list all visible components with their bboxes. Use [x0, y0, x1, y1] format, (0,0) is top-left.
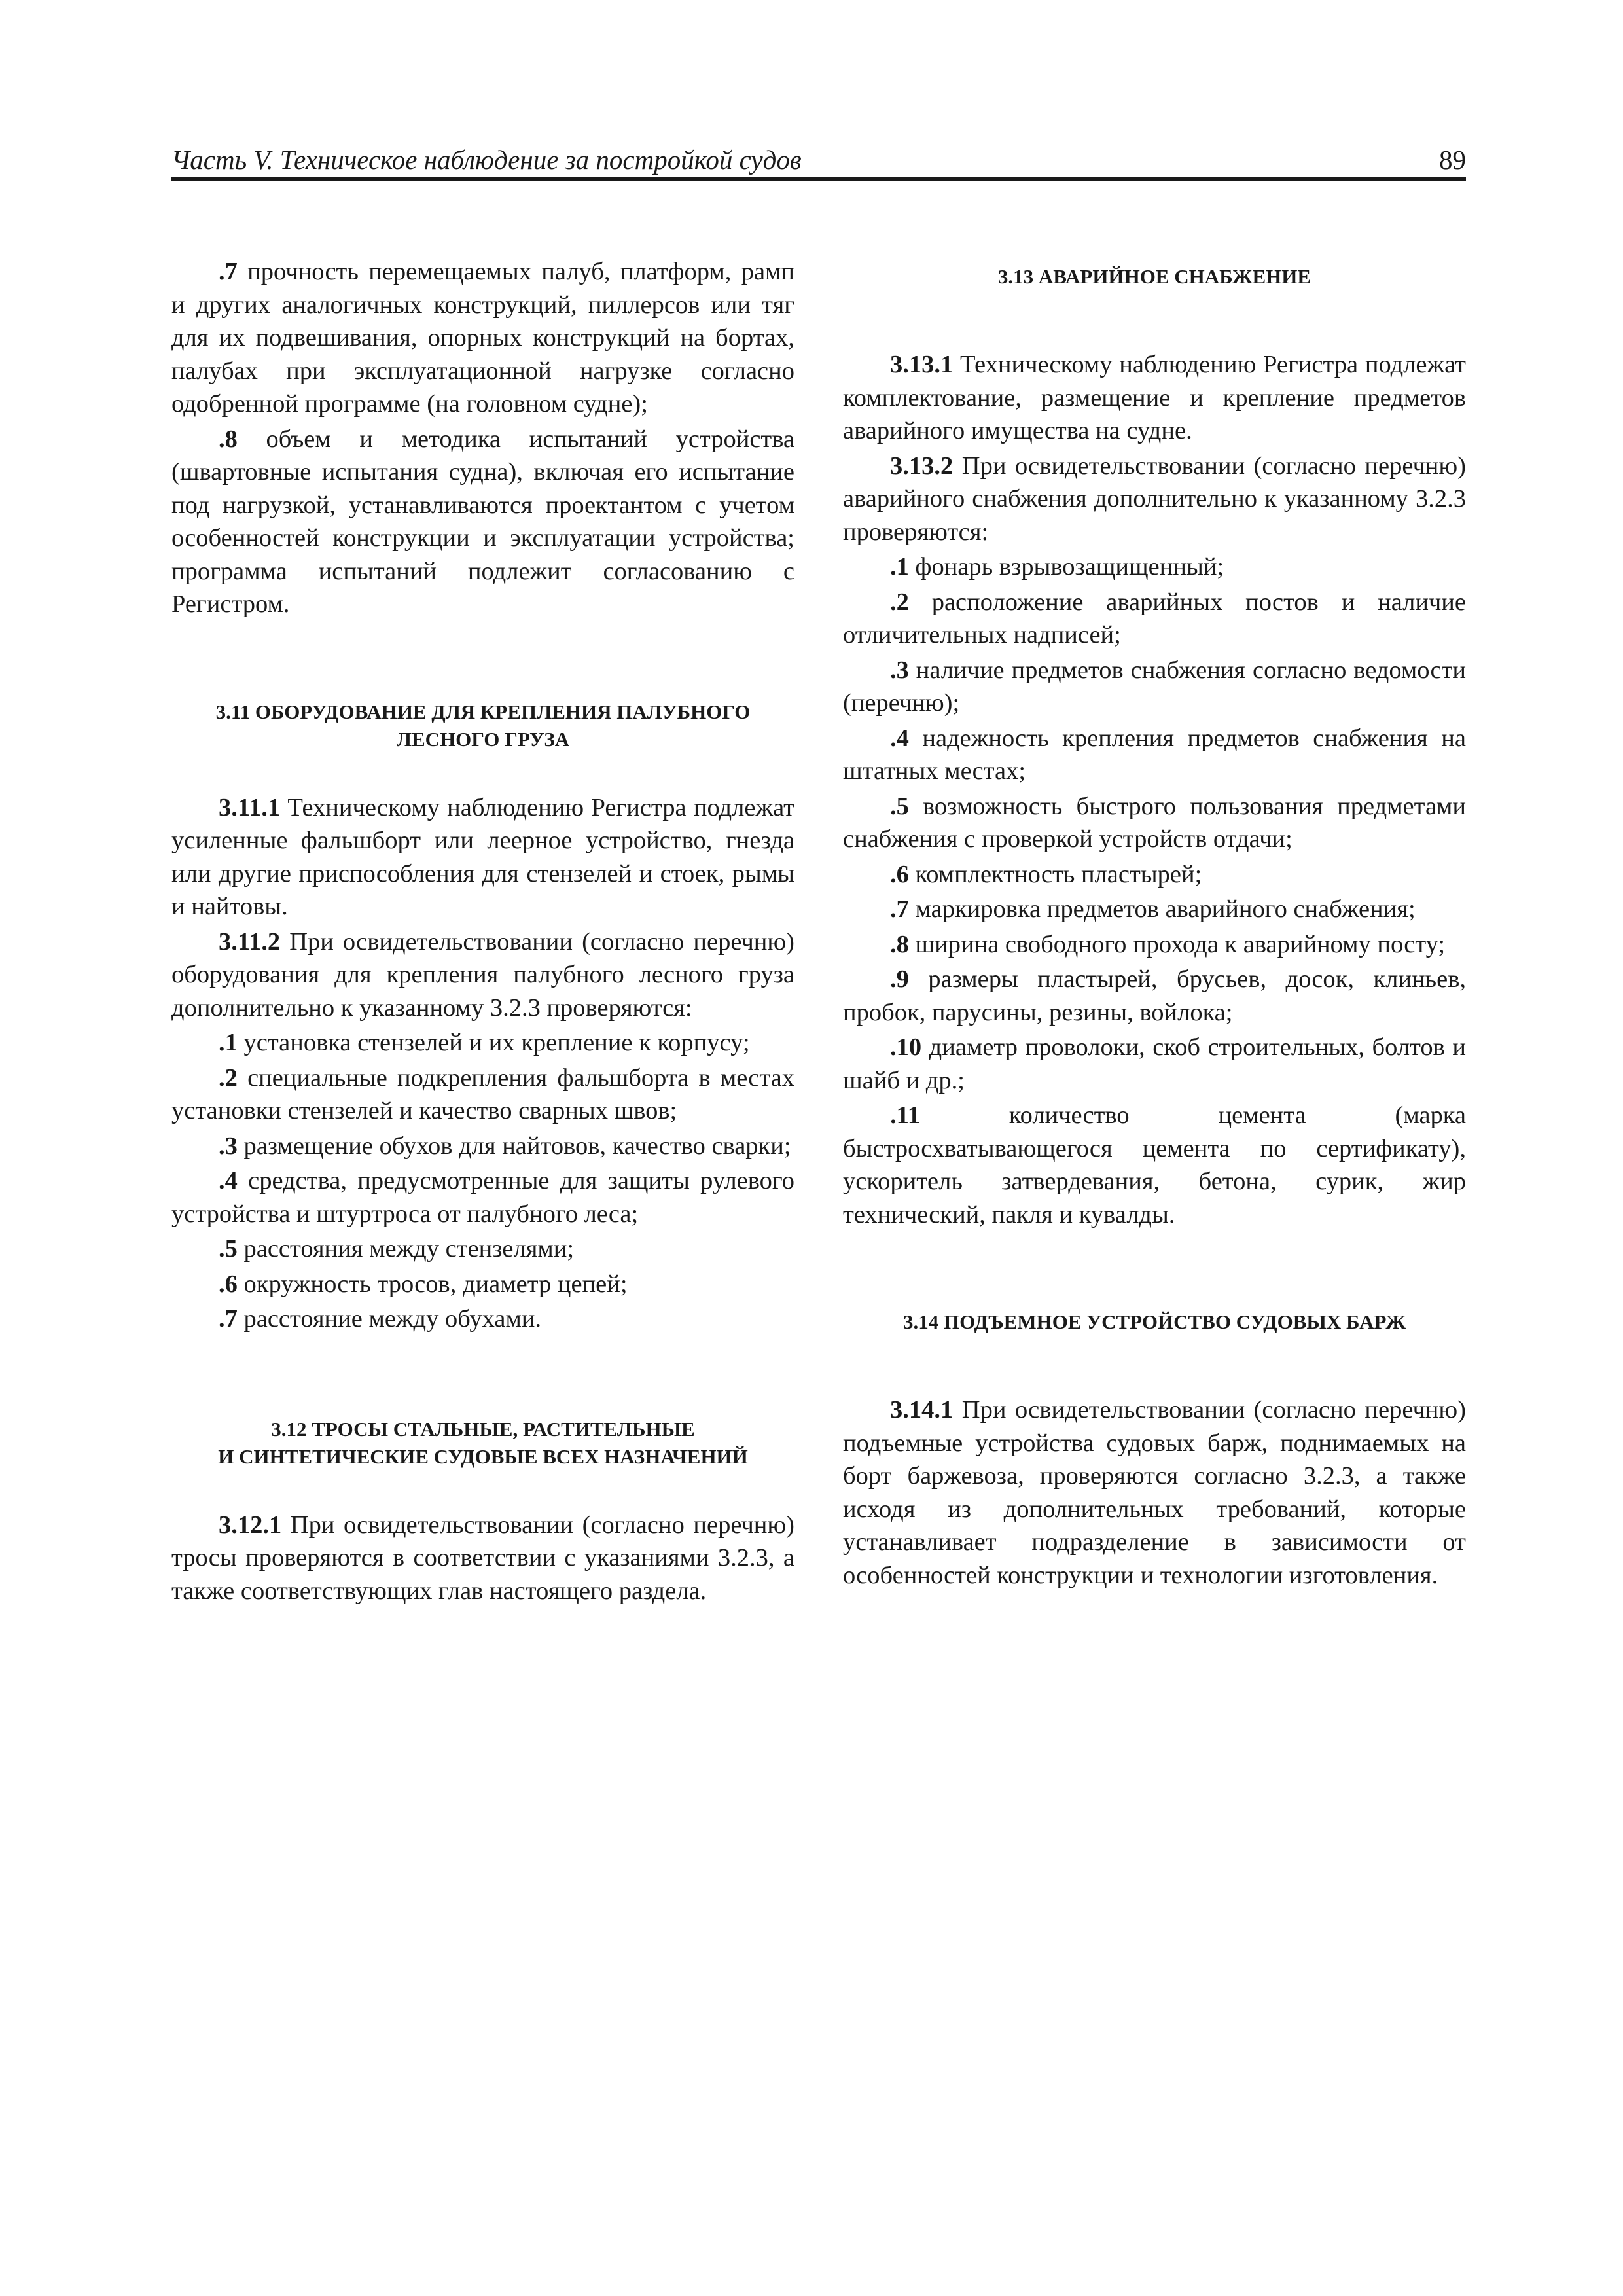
item-text: установка стензелей и их крепление к корпусу; [237, 1029, 750, 1056]
item-text: надежность крепления предметов снабжения на штатных местах; [843, 724, 1466, 785]
item-text: объем и методика испытаний устройства (швартовные испытания судна), включая его испытание под нагрузкой, устанавливаются проектантом с учетом особенностей конструкции и эксплуатации устройства; программа испытаний подлежит согласованию с Регистром. [171, 425, 794, 618]
clause-3-13-1 [843, 348, 1466, 448]
list-item [171, 1164, 794, 1230]
item-number: .2 [219, 1064, 238, 1092]
item-text: количество цемента (марка быстросхватывающегося цемента по сертификату), ускоритель затвердевания, бетона, сурик, жир технический, пакля и кувалды. [843, 1102, 1466, 1229]
item-number: .1 [890, 553, 909, 581]
item-number: .3 [890, 656, 909, 684]
clause-text: При освидетельствовании (согласно перечню) оборудования для крепления палубного лесного груза дополнительно к указанному 3.2.3 проверяются: [171, 927, 794, 1022]
item-text: диаметр проволоки, скоб строительных, болтов и шайб и др.; [843, 1033, 1466, 1094]
list-item [171, 1302, 794, 1336]
clause-text: При освидетельствовании (согласно перечню) тросы проверяются в соответствии с указаниями 3.2.3, а также соответствующих глав настоящего раздела. [171, 1511, 794, 1605]
section-heading-3-13: 3.13 АВАРИЙНОЕ СНАБЖЕНИЕ [997, 265, 1311, 288]
running-header [171, 143, 1466, 177]
clause-3-11-1 [171, 791, 794, 924]
item-number: .8 [890, 930, 909, 958]
list-item [843, 722, 1466, 788]
item-number: .5 [219, 1235, 238, 1263]
item-text: расположение аварийных постов и наличие отличительных надписей; [843, 588, 1466, 649]
clause-3-12-1 [171, 1509, 794, 1608]
item-text: комплектность пластырей; [908, 860, 1202, 888]
clause-number: 3.11.2 [219, 927, 281, 956]
header-rule [171, 177, 1466, 181]
item-number: .4 [219, 1167, 238, 1194]
item-number: .1 [219, 1029, 238, 1056]
item-text: прочность перемещаемых палуб, платформ, рамп и других аналогичных конструкций, пиллерсов или тяг для их подвешивания, опорных конструкций на бортах, палубах при эксплуатационной нагрузке согласно одобренной программе (на головном судне); [171, 258, 794, 418]
item-text: средства, предусмотренные для защиты рулевого устройства и штуртроса от палубного леса; [171, 1167, 794, 1228]
clause-number: 3.13.2 [890, 452, 954, 480]
item-number: .5 [890, 792, 909, 820]
item-number: .11 [890, 1102, 921, 1129]
item-number: .2 [890, 588, 909, 616]
item-text: размещение обухов для найтовов, качество сварки; [237, 1132, 791, 1160]
list-item [171, 1026, 794, 1060]
clause-text: При освидетельствовании (согласно перечню) аварийного снабжения дополнительно к указанному 3.2.3 проверяются: [843, 452, 1466, 546]
list-item [843, 893, 1466, 926]
list-item [843, 586, 1466, 652]
item-number: .4 [890, 724, 909, 752]
item-text: наличие предметов снабжения согласно ведомости (перечню); [843, 656, 1466, 717]
clause-3-13-2 [843, 450, 1466, 549]
left-column [171, 255, 794, 1607]
clause-number: 3.11.1 [219, 793, 281, 821]
list-item [843, 928, 1466, 961]
clause-text: При освидетельствовании (согласно перечню) подъемные устройства судовых барж, поднимаемых на борт баржевоза, проверяются согласно 3.2.3, а также исходя из дополнительных требований, которые устанавливает подразделение в зависимости от особенностей конструкции и технологии изготовления. [843, 1396, 1466, 1589]
clause-number: 3.14.1 [890, 1396, 954, 1424]
list-item [843, 790, 1466, 856]
right-column [843, 255, 1466, 1592]
list-item [843, 550, 1466, 584]
item-number: .6 [890, 860, 909, 888]
clause-3-14-1 [843, 1393, 1466, 1592]
item-text: ширина свободного прохода к аварийному посту; [908, 930, 1446, 958]
clause-number: 3.12.1 [219, 1511, 282, 1539]
item-text: размеры пластырей, брусьев, досок, клиньев, пробок, парусины, резины, войлока; [843, 965, 1466, 1026]
header-title: Часть V. Техническое наблюдение за постройкой судов [171, 145, 802, 175]
item-number: .9 [890, 965, 909, 993]
item-paragraph [171, 423, 794, 621]
list-item [843, 654, 1466, 720]
item-text: маркировка предметов аварийного снабжения; [908, 895, 1416, 923]
item-text: фонарь взрывозащищенный; [908, 553, 1224, 581]
item-number: .7 [890, 895, 909, 923]
list-item [171, 1268, 794, 1301]
item-paragraph [171, 255, 794, 421]
item-text: расстояния между стензелями; [237, 1235, 575, 1263]
page-number: 89 [1439, 145, 1466, 175]
list-item [171, 1062, 794, 1128]
section-heading-3-11: 3.11 ОБОРУДОВАНИЕ ДЛЯ КРЕПЛЕНИЯ ПАЛУБНОГО ЛЕСНОГО ГРУЗА [215, 700, 751, 751]
item-number: .3 [219, 1132, 238, 1160]
list-item [843, 1099, 1466, 1231]
item-text: специальные подкрепления фальшборта в местах установки стензелей и качество сварных швов; [171, 1064, 794, 1124]
item-number: .7 [219, 258, 238, 285]
list-item [843, 858, 1466, 891]
list-item [843, 963, 1466, 1029]
clause-text: Техническому наблюдению Регистра подлежат комплектование, размещение и крепление предметов аварийного имущества на судне. [843, 351, 1466, 444]
item-number: .10 [890, 1033, 922, 1061]
list-item [843, 1031, 1466, 1097]
section-heading-3-12: 3.12 ТРОСЫ СТАЛЬНЫЕ, РАСТИТЕЛЬНЫЕ И СИНТЕТИЧЕСКИЕ СУДОВЫЕ ВСЕХ НАЗНАЧЕНИЙ [218, 1417, 748, 1468]
list-item [171, 1130, 794, 1163]
clause-3-11-2 [171, 925, 794, 1025]
item-text: возможность быстрого пользования предметами снабжения с проверкой устройств отдачи; [843, 792, 1466, 853]
item-number: .7 [219, 1305, 238, 1333]
item-text: окружность тросов, диаметр цепей; [237, 1270, 628, 1298]
clause-number: 3.13.1 [890, 351, 954, 378]
clause-text: Техническому наблюдению Регистра подлежат усиленные фальшборт или леерное устройство, гнезда или другие приспособления для стензелей и стоек, рымы и найтовы. [171, 793, 794, 920]
list-item [171, 1232, 794, 1266]
item-number: .8 [219, 425, 238, 453]
section-heading-3-14: 3.14 ПОДЪЕМНОЕ УСТРОЙСТВО СУДОВЫХ БАРЖ [903, 1310, 1406, 1333]
item-text: расстояние между обухами. [237, 1305, 542, 1333]
item-number: .6 [219, 1270, 238, 1298]
